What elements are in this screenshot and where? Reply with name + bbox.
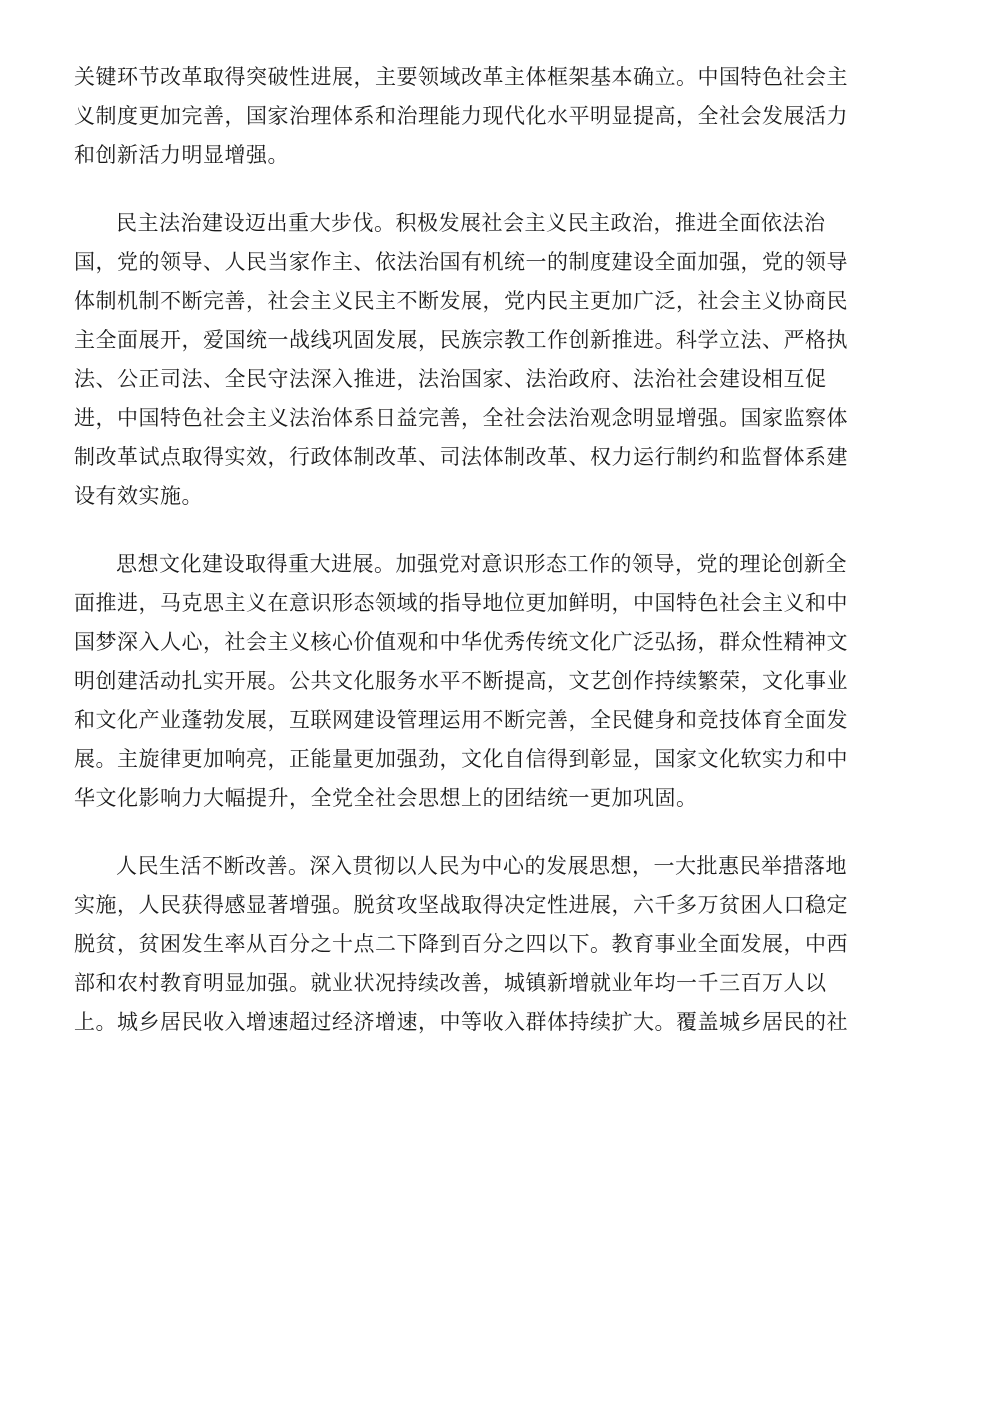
text-line: 体制机制不断完善，社会主义民主不断发展，党内民主更加广泛，社会主义协商民	[74, 289, 848, 313]
text-line: 华文化影响力大幅提升，全党全社会思想上的团结统一更加巩固。	[74, 786, 698, 810]
text-line: 展。主旋律更加响亮，正能量更加强劲，文化自信得到彰显，国家文化软实力和中	[74, 747, 848, 771]
text-line: 和文化产业蓬勃发展，互联网建设管理运用不断完善，全民健身和竞技体育全面发	[74, 708, 848, 732]
document-body	[74, 65, 919, 1071]
text-line: 主全面展开，爱国统一战线巩固发展，民族宗教工作创新推进。科学立法、严格执	[74, 328, 848, 352]
text-line: 设有效实施。	[74, 484, 203, 508]
paragraph-reform	[74, 58, 919, 175]
text-line: 民主法治建设迈出重大步伐。积极发展社会主义民主政治，推进全面依法治	[116, 211, 826, 235]
text-line: 上。城乡居民收入增速超过经济增速，中等收入群体持续扩大。覆盖城乡居民的社	[74, 1010, 848, 1034]
text-line: 脱贫，贫困发生率从百分之十点二下降到百分之四以下。教育事业全面发展，中西	[74, 932, 848, 956]
paragraph-democracy-rule-of-law	[74, 204, 919, 516]
text-line: 国梦深入人心，社会主义核心价值观和中华优秀传统文化广泛弘扬，群众性精神文	[74, 630, 848, 654]
text-line: 思想文化建设取得重大进展。加强党对意识形态工作的领导，党的理论创新全	[116, 552, 847, 576]
text-line: 人民生活不断改善。深入贯彻以人民为中心的发展思想，一大批惠民举措落地	[116, 854, 847, 878]
paragraph-livelihood	[74, 847, 919, 1042]
text-line: 实施，人民获得感显著增强。脱贫攻坚战取得决定性进展，六千多万贫困人口稳定	[74, 893, 848, 917]
text-line: 部和农村教育明显加强。就业状况持续改善，城镇新增就业年均一千三百万人以	[74, 971, 827, 995]
text-line: 国，党的领导、人民当家作主、依法治国有机统一的制度建设全面加强，党的领导	[74, 250, 848, 274]
text-line: 关键环节改革取得突破性进展，主要领域改革主体框架基本确立。中国特色社会主	[74, 65, 848, 89]
paragraph-culture	[74, 545, 919, 818]
text-line: 面推进，马克思主义在意识形态领域的指导地位更加鲜明，中国特色社会主义和中	[74, 591, 848, 615]
text-line: 制改革试点取得实效，行政体制改革、司法体制改革、权力运行制约和监督体系建	[74, 445, 848, 469]
text-line: 义制度更加完善，国家治理体系和治理能力现代化水平明显提高，全社会发展活力	[74, 104, 848, 128]
text-line: 和创新活力明显增强。	[74, 143, 289, 167]
text-line: 明创建活动扎实开展。公共文化服务水平不断提高，文艺创作持续繁荣，文化事业	[74, 669, 848, 693]
text-line: 法、公正司法、全民守法深入推进，法治国家、法治政府、法治社会建设相互促	[74, 367, 827, 391]
text-line: 进，中国特色社会主义法治体系日益完善，全社会法治观念明显增强。国家监察体	[74, 406, 848, 430]
